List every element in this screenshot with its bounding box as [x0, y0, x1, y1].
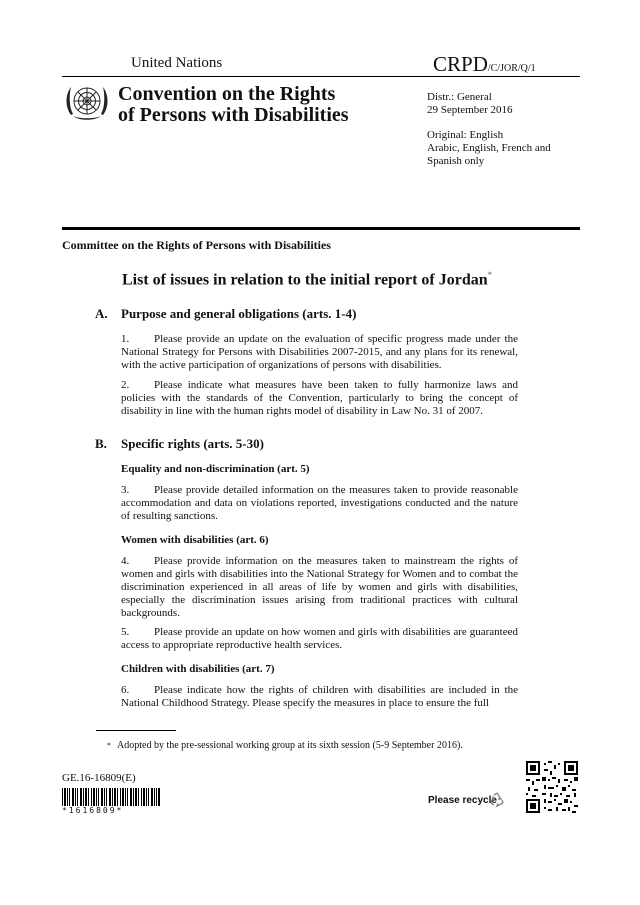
- paragraph-2: [121, 379, 518, 418]
- paragraph-1: [121, 333, 518, 372]
- title-line-1: Convention on the Rights: [118, 83, 336, 105]
- original-language: Original: English: [427, 129, 504, 141]
- paragraph-number: 1.: [121, 333, 130, 345]
- paragraph-4: [121, 555, 518, 620]
- subheading-equality: Equality and non-discrimination (art. 5): [121, 463, 310, 475]
- footnote-star: *: [107, 741, 111, 750]
- thick-rule: [62, 227, 580, 230]
- paragraph-3: [121, 484, 518, 523]
- footnote-marker: *: [487, 270, 493, 280]
- organization-label: United Nations: [131, 55, 223, 71]
- paragraph-text: Please provide detailed information on the measures taken to provide reasonable accommodation and data on violations reported, investigations conducted and the nature of resulting sanctions.: [121, 484, 518, 522]
- header-rule: [62, 76, 580, 77]
- subheading-children: Children with disabilities (art. 7): [121, 663, 275, 675]
- distribution: Distr.: General: [427, 91, 492, 103]
- symbol-main: CRPD: [433, 52, 488, 76]
- qr-code-icon: [526, 761, 578, 813]
- recycle-text: Please recycle: [428, 795, 497, 806]
- un-emblem-icon: [62, 81, 112, 125]
- paragraph-6: [121, 684, 518, 710]
- paragraph-5: [121, 626, 518, 652]
- symbol-sub: /C/JOR/Q/1: [487, 63, 536, 74]
- section-a-letter: A.: [95, 306, 108, 321]
- languages-line-1: Arabic, English, French and: [427, 142, 551, 154]
- date: 29 September 2016: [427, 104, 513, 116]
- barcode-number: *1616809*: [62, 806, 124, 815]
- document-title: [122, 270, 492, 289]
- paragraph-text: Please provide information on the measures taken to mainstream the rights of women and girls with disabilities into the National Strategy for Women and to combat the discrimination experienced in all areas of life by women and girls with disabilities, especially the discrimination issues arising from traditional practices with cultural backgrounds.: [121, 555, 518, 619]
- footnote-rule: [96, 730, 176, 731]
- section-a-title: Purpose and general obligations (arts. 1-4): [121, 306, 357, 321]
- convention-title: [118, 84, 349, 126]
- section-b-title: Specific rights (arts. 5-30): [121, 436, 264, 451]
- footnote-text: Adopted by the pre-sessional working group at its sixth session (5-9 September 2016).: [117, 740, 463, 751]
- document-symbol: [433, 52, 536, 77]
- languages-line-2: Spanish only: [427, 155, 485, 167]
- section-b-letter: B.: [95, 436, 107, 451]
- paragraph-number: 2.: [121, 379, 130, 391]
- committee-name: Committee on the Rights of Persons with Disabilities: [62, 238, 331, 252]
- barcode-icon: [62, 788, 160, 806]
- paragraph-text: Please provide an update on the evaluation of specific progress made under the National Strategy for Persons with Disabilities 2007-2015, and any plans for its renewal, with the active participation of organizations of persons with disabilities.: [121, 333, 518, 371]
- document-title-text: List of issues in relation to the initial report of Jordan: [122, 271, 488, 289]
- paragraph-number: 5.: [121, 626, 130, 638]
- paragraph-text: Please indicate how the rights of children with disabilities are included in the National Childhood Strategy. Please specify the measures in place to ensure the full: [121, 684, 518, 709]
- title-line-2: of Persons with Disabilities: [118, 104, 349, 126]
- footnote: [107, 740, 463, 751]
- paragraph-number: 3.: [121, 484, 130, 496]
- paragraph-number: 6.: [121, 684, 130, 696]
- paragraph-text: Please provide an update on how women and girls with disabilities are guaranteed access to appropriate reproductive health services.: [121, 626, 518, 651]
- subheading-women: Women with disabilities (art. 6): [121, 534, 269, 546]
- paragraph-number: 4.: [121, 555, 130, 567]
- job-number: GE.16-16809(E): [62, 772, 136, 784]
- paragraph-text: Please indicate what measures have been taken to fully harmonize laws and policies with the standards of the Convention, particularly to bring the concept of disability in line with the human rights model of disability in Law No. 31 of 2007.: [121, 379, 518, 417]
- recycle-icon: [488, 791, 506, 809]
- distribution-block: [427, 91, 551, 168]
